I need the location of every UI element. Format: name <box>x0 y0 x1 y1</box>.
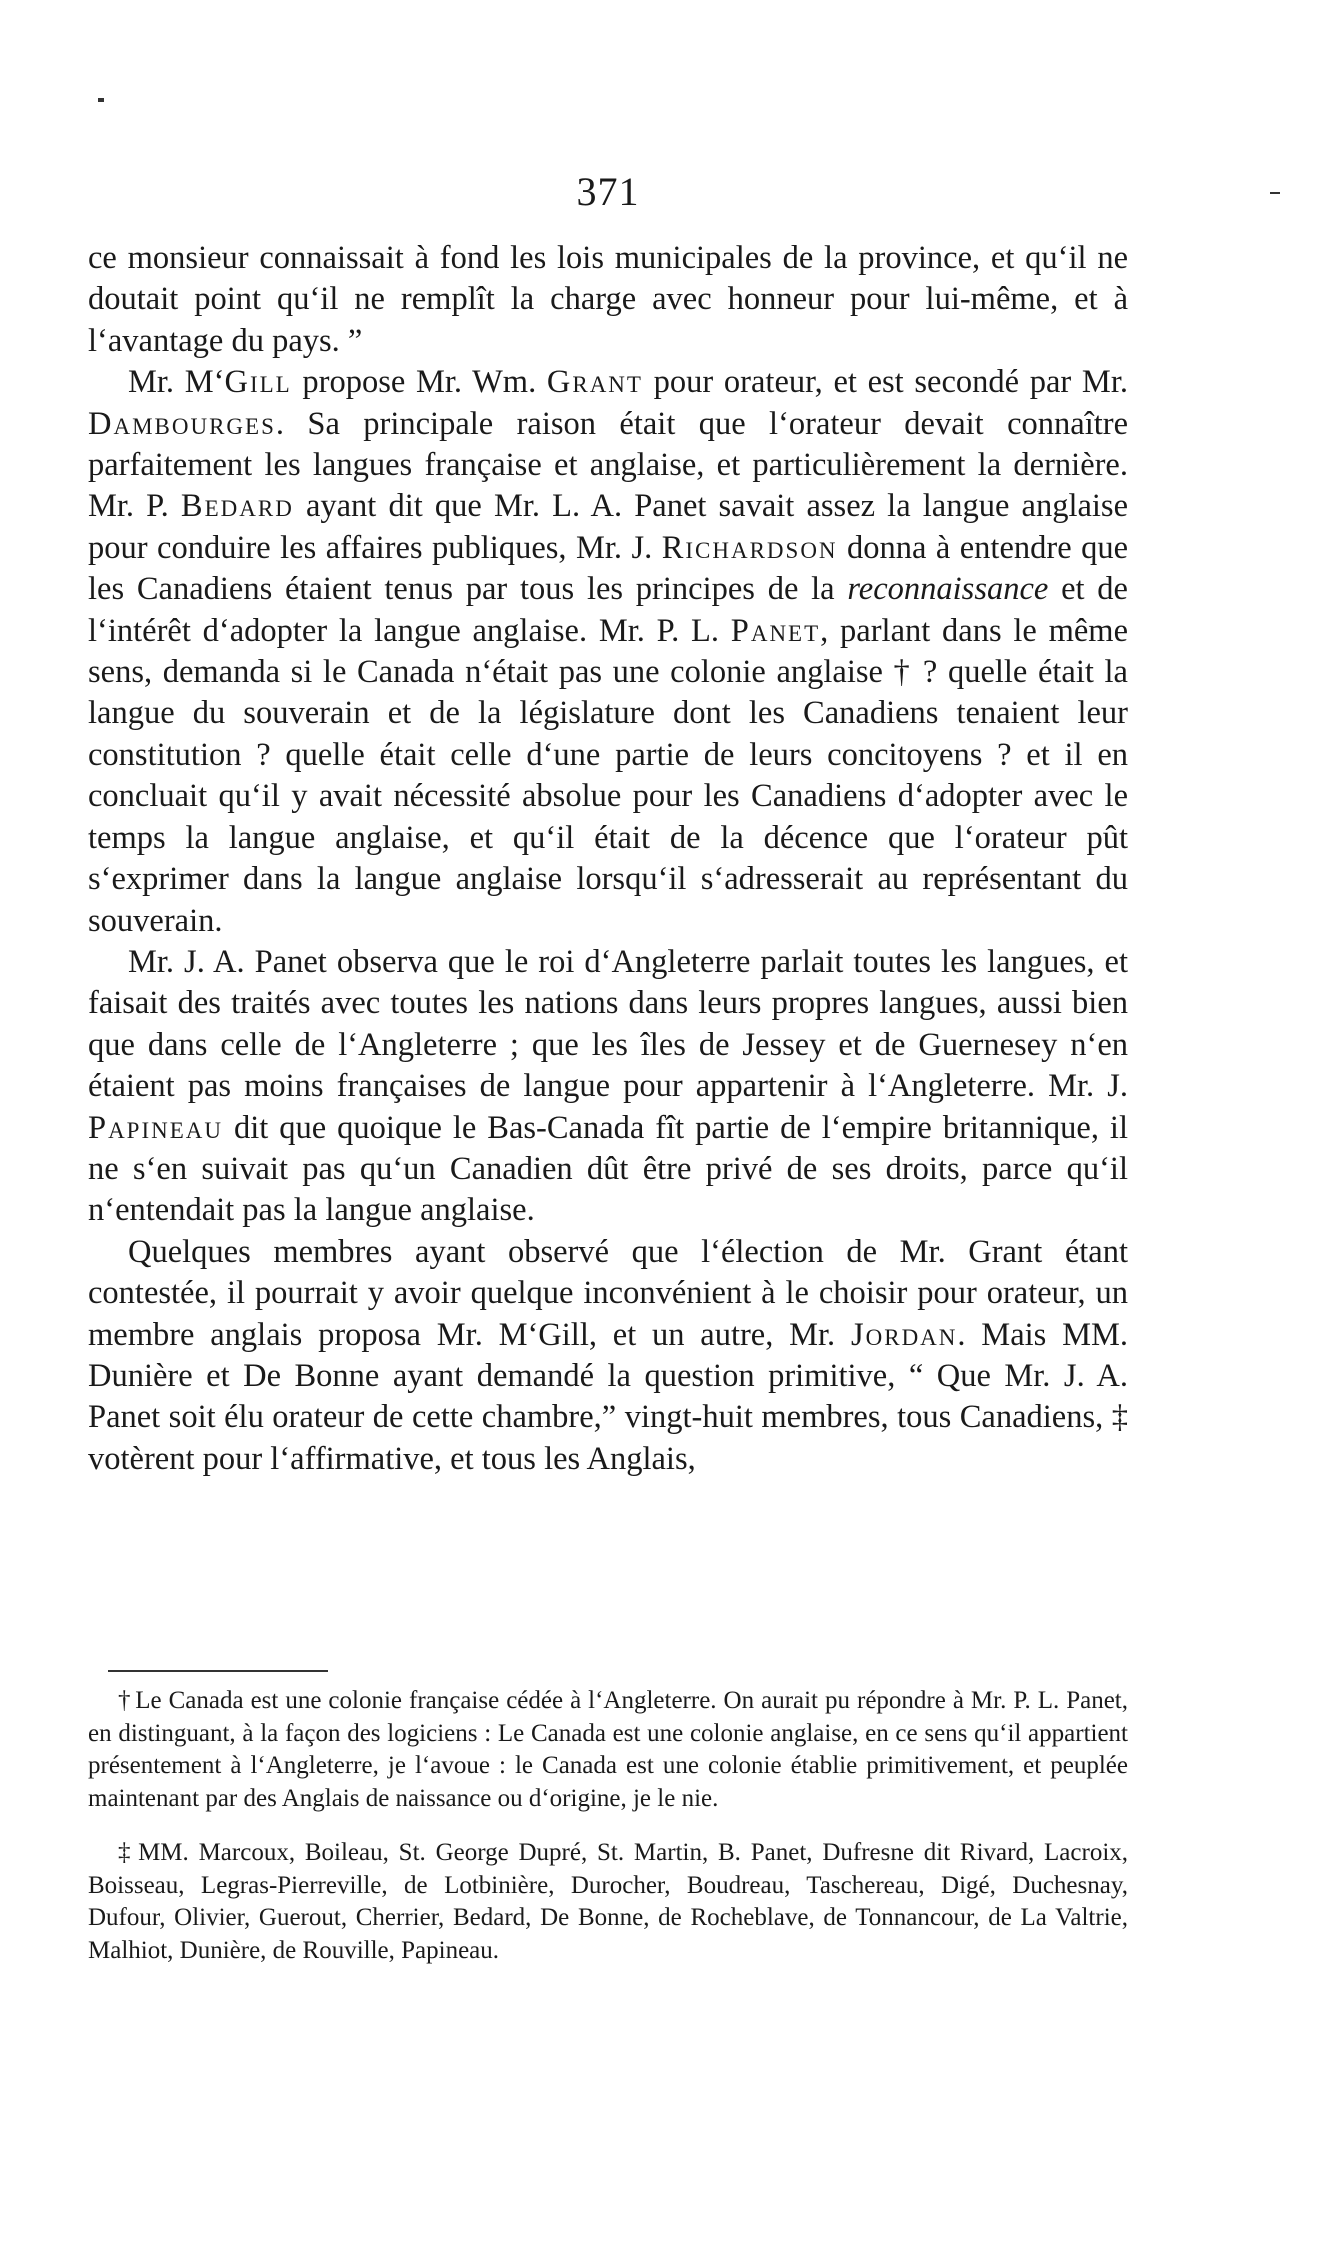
body-paragraph <box>88 362 1128 942</box>
small-caps-name: Grant <box>546 364 643 401</box>
footnotes <box>88 1685 1128 1967</box>
small-caps-name: Jordan <box>850 1316 958 1353</box>
footnote-text: Le Canada est une colonie française cédée à l‘Angleterre. On aurait pu répondre à Mr. P. L. Panet, en distinguant, à la façon des logiciens : Le Canada est une colonie anglaise, en ce sens qu‘il appartient présentement à l‘Angleterre, je l‘avoue : le Canada est une colonie établie primitivement, et peuplée maintenant par des Anglais de naissance ou d‘origine, je le nie. <box>88 1687 1129 1812</box>
text-run: , parlant dans le même sens, demanda si le Canada n‘était pas une colonie anglaise † ? quelle était la langue du souverain et de la législature dont les Canadiens tenaient leur constitution ? quelle était celle d‘une partie de leurs concitoyens ? et il en concluait qu‘il y avait nécessité absolue pour les Canadiens d‘adopter avec le temps la langue anglaise, et qu‘il était de la décence que l‘orateur pût s‘exprimer dans la langue anglaise lorsqu‘il s‘adresserait au représentant du souverain. <box>88 612 1128 939</box>
footnote <box>88 1837 1128 1967</box>
footnote-mark: † <box>118 1687 132 1714</box>
text-run: et de l‘intérêt d‘adopter la langue anglaise. Mr. P. L. <box>88 571 1128 649</box>
footnote-divider <box>108 1670 328 1672</box>
small-caps-name: Papineau <box>88 1109 224 1146</box>
text-run: dit que quoique le Bas-Canada fît partie de l‘empire britannique, il ne s‘en suivait pas qu‘un Canadien dût être privé de ses droits, parce qu‘il n‘entendait pas la langue anglaise. <box>88 1109 1128 1229</box>
small-caps-name: Dambourges <box>88 405 276 442</box>
footnote-mark: ‡ <box>118 1839 135 1866</box>
text-run: . Mais MM. Dunière et De Bonne ayant demandé la question primitive, “ Que Mr. J. A. Panet soit élu orateur de cette chambre,” vingt-huit membres, tous Canadiens, ‡ votèrent pour l‘affirmative, et tous les Anglais, <box>88 1316 1129 1477</box>
text-run: pour orateur, et est secondé par Mr. <box>642 364 1128 401</box>
text-run: propose Mr. Wm. <box>291 364 547 401</box>
small-caps-name: Richardson <box>661 529 838 566</box>
small-caps-name: Panet <box>730 612 821 649</box>
text-run: Mr. J. A. Panet observa que le roi d‘Angleterre parlait toutes les langues, et faisait des traités avec toutes les nations dans leurs propres langues, aussi bien que dans celle de l‘Angleterre ; que les îles de Jessey et de Guernesey n‘en étaient pas moins françaises de langue pour appartenir à l‘Angleterre. Mr. J. <box>88 943 1128 1105</box>
italic-text: reconnaissance <box>847 571 1049 608</box>
footnote <box>88 1685 1128 1815</box>
text-run: Mr. M‘ <box>128 364 225 401</box>
margin-speck-top-right <box>1270 192 1280 194</box>
body-text <box>88 238 1128 1480</box>
page-number: 371 <box>576 169 640 214</box>
small-caps-name: Bedard <box>180 488 294 525</box>
book-page <box>88 0 1128 2263</box>
text-run: . Sa principale raison était que l‘orateur devait connaître parfaitement les langues française et anglaise, et particulièrement la dernière. Mr. P. <box>88 405 1128 525</box>
body-paragraph <box>88 1232 1128 1480</box>
text-run: Quelques membres ayant observé que l‘élection de Mr. Grant étant contestée, il pourrait y avoir quelque inconvénient à le choisir pour orateur, un membre anglais proposa Mr. M‘Gill, et un autre, Mr. <box>88 1233 1128 1353</box>
body-paragraph <box>88 942 1128 1232</box>
small-caps-name: Gill <box>224 364 292 401</box>
text-run: ayant dit que Mr. L. A. Panet savait assez la langue anglaise pour conduire les affaires publiques, Mr. J. <box>88 488 1129 566</box>
text-run: donna à entendre que les Canadiens étaient tenus par tous les principes de la <box>88 529 1128 608</box>
text-run: ce monsieur connaissait à fond les lois municipales de la province, et qu‘il ne doutait point qu‘il ne remplît la charge avec honneur pour lui-même, et à l‘avantage du pays. ” <box>88 240 1128 359</box>
body-paragraph <box>88 238 1128 362</box>
footnote-text: MM. Marcoux, Boileau, St. George Dupré, St. Martin, B. Panet, Dufresne dit Rivard, Lacroix, Boisseau, Legras-Pierreville, de Lotbinière, Durocher, Boudreau, Taschereau, Digé, Duchesnay, Dufour, Olivier, Guerout, Cherrier, Bedard, De Bonne, de Rocheblave, de Tonnancour, de La Valtrie, Malhiot, Dunière, de Rouville, Papineau. <box>88 1839 1129 1964</box>
